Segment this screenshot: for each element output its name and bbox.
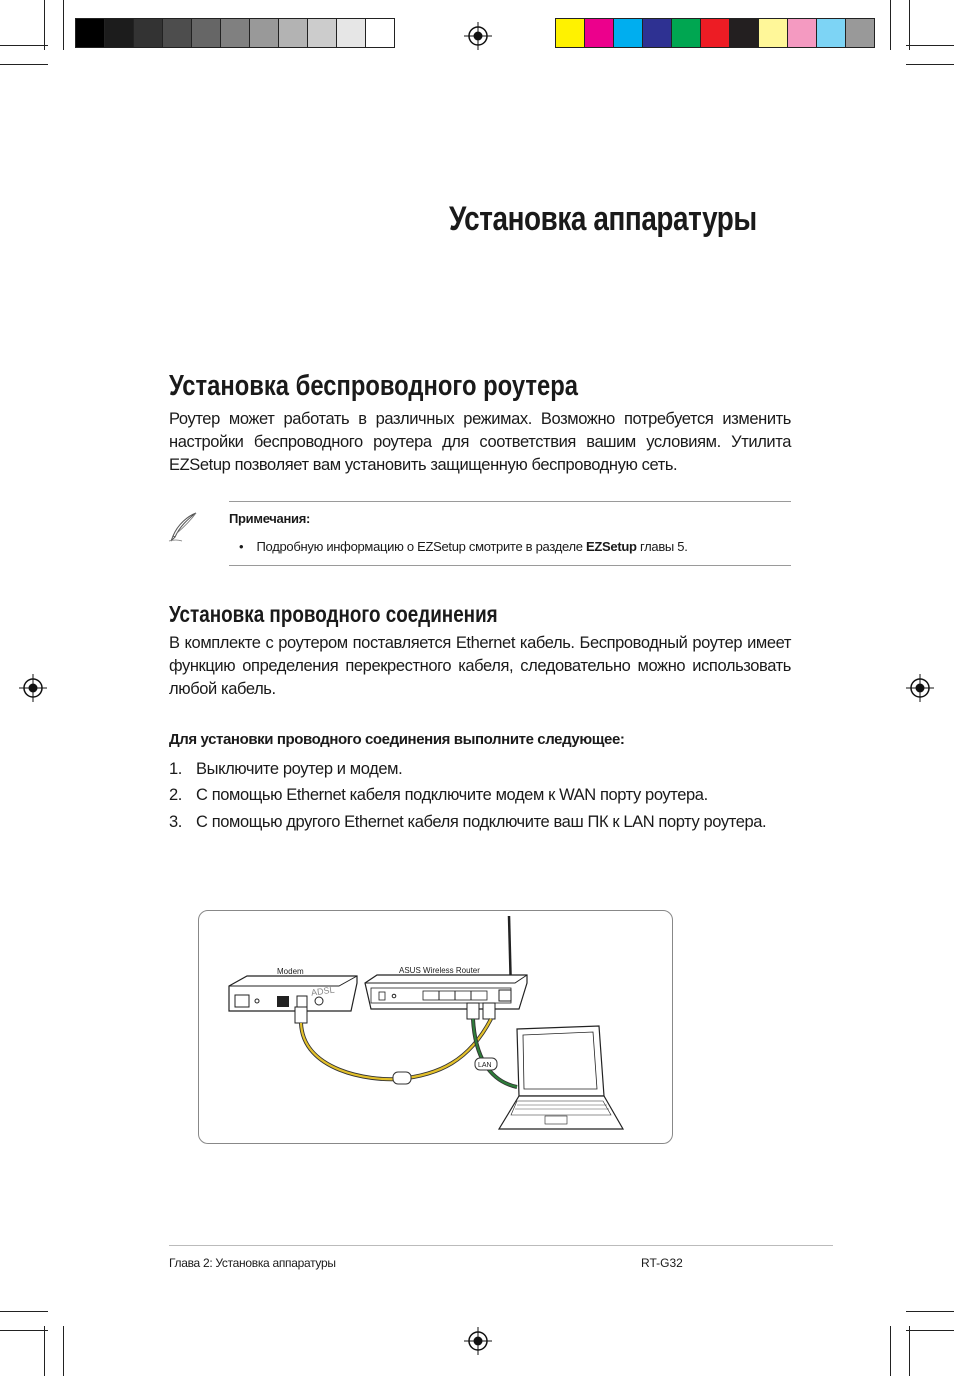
lan-label: LAN <box>478 1062 492 1069</box>
registration-mark-icon <box>464 1327 492 1355</box>
laptop-icon <box>499 1026 623 1129</box>
footer-model: RT-G32 <box>641 1256 683 1270</box>
note-text: Подробную информацию о EZSetup смотрите в разделе <box>256 539 587 554</box>
step-number: 1. <box>169 760 182 778</box>
note-text-end: главы 5. <box>636 539 688 554</box>
note-label: Примечания: <box>229 511 311 526</box>
crop-mark <box>906 1311 954 1312</box>
color-swatch <box>279 19 308 47</box>
crop-mark <box>890 0 891 50</box>
color-swatch <box>366 19 394 47</box>
note-item <box>239 539 688 554</box>
color-swatch <box>585 19 614 47</box>
step-text: С помощью Ethernet кабеля подключите модем к WAN порту роутера. <box>196 786 708 804</box>
step-number: 2. <box>169 786 182 804</box>
color-bar <box>555 18 875 48</box>
color-swatch <box>221 19 250 47</box>
gray-color-bar <box>75 18 395 48</box>
color-swatch <box>730 19 759 47</box>
crop-mark <box>906 64 954 65</box>
color-swatch <box>614 19 643 47</box>
crop-mark <box>63 1326 64 1376</box>
crop-mark <box>0 64 48 65</box>
crop-mark <box>906 45 954 46</box>
color-swatch <box>76 19 105 47</box>
crop-mark <box>890 1326 891 1376</box>
section-body-wireless: Роутер может работать в различных режимах. Возможно потребуется изменить настройки беспроводного роутера для соответствия вашим условиям. Утилита EZSetup позволяет вам установить защищенную беспроводную сеть. <box>169 410 791 474</box>
connection-diagram-illustration <box>199 911 672 1143</box>
crop-mark <box>906 1330 954 1331</box>
bullet: • <box>239 539 244 554</box>
color-swatch <box>672 19 701 47</box>
color-swatch <box>846 19 874 47</box>
color-swatch <box>134 19 163 47</box>
color-swatch <box>788 19 817 47</box>
color-swatch <box>308 19 337 47</box>
step-text: С помощью другого Ethernet кабеля подключите ваш ПК к LAN порту роутера. <box>196 813 767 831</box>
router-label: ASUS Wireless Router <box>399 966 480 975</box>
crop-mark <box>0 1311 48 1312</box>
steps-heading: Для установки проводного соединения выполните следующее: <box>169 731 625 748</box>
connection-diagram <box>198 910 673 1144</box>
modem-label: Modem <box>277 967 304 976</box>
color-swatch <box>250 19 279 47</box>
note-top-rule <box>229 501 791 502</box>
chapter-title: Установка аппаратуры <box>449 200 757 238</box>
crop-mark <box>44 0 45 50</box>
note-text-bold: EZSetup <box>586 539 637 554</box>
step-item <box>169 786 708 805</box>
modem-brand-label: ADSL <box>310 984 336 998</box>
crop-mark <box>909 1326 910 1376</box>
quill-pen-icon <box>166 510 200 544</box>
section-heading-wired: Установка проводного соединения <box>169 601 498 627</box>
color-swatch <box>337 19 366 47</box>
step-item <box>169 760 402 779</box>
step-number: 3. <box>169 813 182 831</box>
color-swatch <box>759 19 788 47</box>
registration-mark-icon <box>906 674 934 702</box>
color-swatch <box>817 19 846 47</box>
crop-mark <box>0 45 48 46</box>
crop-mark <box>909 0 910 50</box>
section-heading-wireless: Установка беспроводного роутера <box>169 370 578 402</box>
color-swatch <box>556 19 585 47</box>
footer-chapter: Глава 2: Установка аппаратуры <box>169 1256 336 1270</box>
section-body-wired: В комплекте с роутером поставляется Ethernet кабель. Беспроводный роутер имеет функцию определения перекрестного кабеля, следовательно можно использовать любой кабель. <box>169 634 791 698</box>
note-bottom-rule <box>229 565 791 566</box>
modem-icon <box>229 976 357 1011</box>
step-item <box>169 813 766 832</box>
color-swatch <box>643 19 672 47</box>
crop-mark <box>44 1326 45 1376</box>
crop-mark <box>63 0 64 50</box>
crop-mark <box>0 1330 48 1331</box>
step-text: Выключите роутер и модем. <box>196 760 403 778</box>
color-swatch <box>701 19 730 47</box>
color-swatch <box>192 19 221 47</box>
wan-cable <box>301 1019 491 1079</box>
color-swatch <box>163 19 192 47</box>
registration-mark-icon <box>19 674 47 702</box>
registration-mark-icon <box>464 22 492 50</box>
footer-rule <box>169 1245 833 1246</box>
color-swatch <box>105 19 134 47</box>
